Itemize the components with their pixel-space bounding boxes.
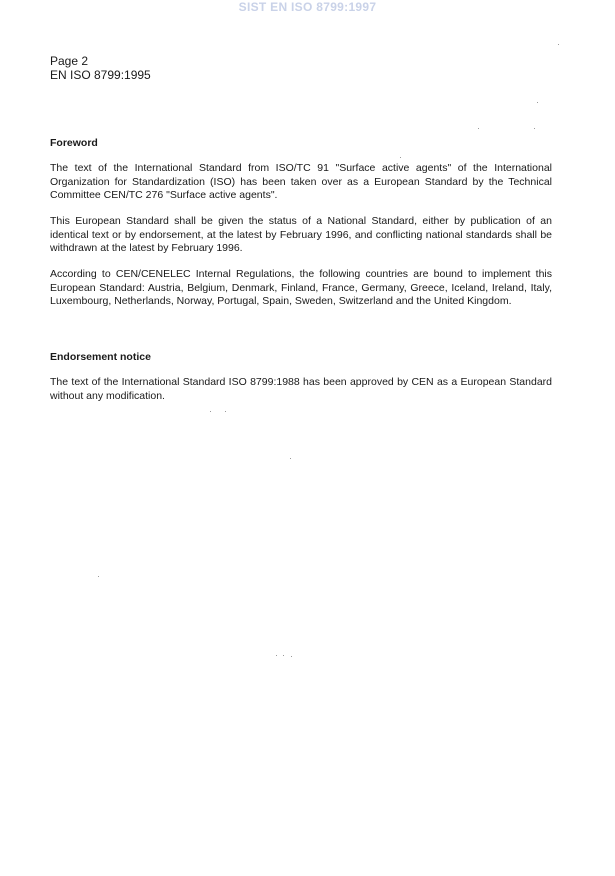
scan-speck [98, 576, 99, 577]
foreword-paragraph-2: This European Standard shall be given the status of a National Standard, either by publication of an identical text or by endorsement, at the latest by February 1996, and conflicting national standards shall be withdrawn at the latest by February 1996. [50, 215, 552, 254]
scan-speck [210, 411, 211, 412]
scan-speck [290, 458, 291, 459]
scan-speck [478, 128, 479, 129]
scan-speck [534, 128, 535, 129]
document-watermark: SIST EN ISO 8799:1997 [238, 0, 377, 14]
endorsement-paragraph: The text of the International Standard ISO 8799:1988 has been approved by CEN as a European Standard without any modification. [50, 376, 552, 402]
scan-speck [225, 411, 226, 412]
foreword-paragraph-3: According to CEN/CENELEC Internal Regulations, the following countries are bound to implement this European Standard: Austria, Belgium, Denmark, Finland, France, Germany, Greece, Iceland, Ireland, Italy, Luxembourg, Netherlands, Norway, Portugal, Spain, Sweden, Switzerland and the United Kingdom. [50, 268, 552, 307]
scan-speck [558, 44, 559, 45]
page-header [50, 54, 151, 82]
scan-speck [537, 102, 538, 103]
page-number: Page 2 [50, 54, 89, 68]
scan-speck [276, 655, 277, 656]
foreword-paragraph-1: The text of the International Standard from ISO/TC 91 "Surface active agents" of the International Organization for Standardization (ISO) has been taken over as a European Standard by the Technical Committee CEN/TC 276 "Surface active agents". [50, 162, 552, 201]
scan-speck [283, 655, 284, 656]
foreword-heading: Foreword [50, 137, 98, 149]
standard-reference: EN ISO 8799:1995 [50, 68, 151, 82]
scan-speck [291, 656, 292, 657]
scan-speck [400, 157, 401, 158]
endorsement-heading: Endorsement notice [50, 351, 151, 363]
